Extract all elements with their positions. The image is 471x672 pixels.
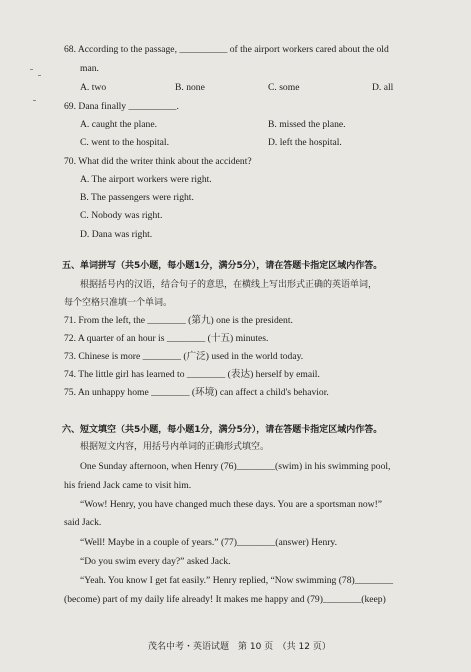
scan-speck xyxy=(38,75,41,76)
q68-option-d: D. all xyxy=(372,82,394,93)
passage-para-4: “Do you swim every day?” asked Jack. xyxy=(80,556,231,567)
q68-stem-cont: man. xyxy=(80,63,99,74)
q68-stem: 68. According to the passage, __________ of the airport workers cared about the old xyxy=(64,44,389,55)
q68-option-b: B. none xyxy=(175,82,205,93)
passage-para-2-line-2: said Jack. xyxy=(64,517,102,528)
section-5-instruction-1: 根据括号内的汉语，结合句子的意思，在横线上写出形式正确的英语单词， xyxy=(80,280,378,290)
section-6-title: 六、短文填空（共5小题，每小题1分，满分5分），请在答题卡指定区域内作答。 xyxy=(62,425,383,435)
q70-option-d: D. Dana was right. xyxy=(80,229,153,240)
q69-option-d: D. left the hospital. xyxy=(268,137,342,148)
scan-speck xyxy=(30,69,33,70)
q70-stem: 70. What did the writer think about the accident? xyxy=(64,156,252,167)
section-5-instruction-2: 每个空格只准填一个单词。 xyxy=(64,298,173,308)
passage-para-5-line-1: “Yeah. You know I get fat easily.” Henry replied, “Now swimming (78)________ xyxy=(80,575,394,586)
passage-para-5-line-2: (become) part of my daily life already! It makes me happy and (79)________(keep) xyxy=(64,594,386,605)
q68-option-a: A. two xyxy=(80,82,107,93)
scan-speck xyxy=(33,100,36,101)
section-6-instruction: 根据短文内容，用括号内单词的正确形式填空。 xyxy=(80,442,270,452)
passage-para-1-line-2: his friend Jack came to visit him. xyxy=(64,480,192,491)
q75: 75. An unhappy home ________ (环境) can affect a child's behavior. xyxy=(64,387,329,398)
q71: 71. From the left, the ________ (第九) one is the president. xyxy=(64,315,293,326)
q74: 74. The little girl has learned to ________ (表达) herself by email. xyxy=(64,369,320,380)
section-5-title: 五、单词拼写（共5小题，每小题1分，满分5分），请在答题卡指定区域内作答。 xyxy=(62,261,383,271)
q69-stem: 69. Dana finally __________. xyxy=(64,101,179,112)
q68-option-c: C. some xyxy=(268,82,300,93)
passage-para-2-line-1: “Wow! Henry, you have changed much these days. You are a sportsman now!” xyxy=(80,499,383,510)
q70-option-b: B. The passengers were right. xyxy=(80,192,194,203)
q69-option-c: C. went to the hospital. xyxy=(80,137,169,148)
q73: 73. Chinese is more ________ (广泛) used in the world today. xyxy=(64,351,304,362)
q69-option-b: B. missed the plane. xyxy=(268,119,346,130)
passage-para-3: “Well! Maybe in a couple of years.” (77)________(answer) Henry. xyxy=(80,537,338,548)
passage-para-1-line-1: One Sunday afternoon, when Henry (76)________(swim) in his swimming pool, xyxy=(80,461,391,472)
q70-option-a: A. The airport workers were right. xyxy=(80,174,212,185)
page-footer: 茂名中考・英语试题 第 10 页 （共 12 页） xyxy=(148,642,331,652)
q69-option-a: A. caught the plane. xyxy=(80,119,157,130)
q70-option-c: C. Nobody was right. xyxy=(80,210,163,221)
q72: 72. A quarter of an hour is ________ (十五) minutes. xyxy=(64,333,269,344)
